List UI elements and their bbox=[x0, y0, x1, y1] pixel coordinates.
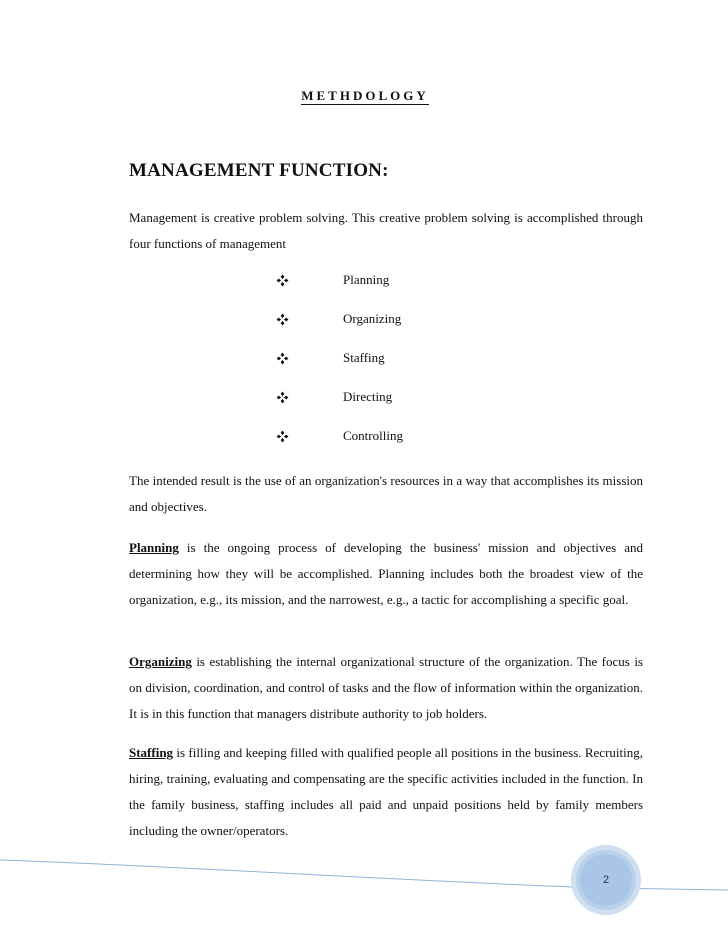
list-item bbox=[0, 352, 728, 391]
diamond-bullet-icon bbox=[276, 430, 289, 443]
page-number: 2 bbox=[602, 874, 610, 886]
function-list bbox=[0, 274, 728, 469]
list-item-label: Directing bbox=[343, 389, 393, 404]
list-item bbox=[0, 430, 728, 469]
diamond-bullet-icon bbox=[276, 274, 289, 287]
list-item bbox=[0, 391, 728, 430]
organizing-term: Organizing bbox=[129, 654, 192, 669]
organizing-text: is establishing the internal organizational structure of the organization. The focus is on division, coordination, and control of tasks and the flow of information within the organization. It is in this function that managers distribute authority to job holders. bbox=[129, 654, 643, 721]
section-title: MANAGEMENT FUNCTION: bbox=[129, 160, 389, 181]
planning-text: is the ongoing process of developing the business' mission and objectives and determining how they will be accomplished. Planning includes both the broadest view of the organization, e.g., its mission, and the narrowest, e.g., a tactic for accomplishing a specific goal. bbox=[129, 540, 643, 607]
page-header bbox=[0, 88, 728, 104]
list-item bbox=[0, 274, 728, 313]
diamond-bullet-icon bbox=[276, 391, 289, 404]
staffing-term: Staffing bbox=[129, 745, 174, 760]
intro-paragraph: Management is creative problem solving. This creative problem solving is accomplished through four functions of management bbox=[129, 210, 643, 251]
planning-paragraph bbox=[129, 535, 643, 613]
diamond-bullet-icon bbox=[276, 352, 289, 365]
staffing-text: is filling and keeping filled with qualified people all positions in the business. Recruiting, hiring, training, evaluating and compensating are the specific activities included in the function. In the family business, staffing includes all paid and unpaid positions held by family members including the owner/operators. bbox=[129, 745, 643, 838]
list-item-label: Organizing bbox=[343, 311, 402, 326]
organizing-paragraph bbox=[129, 649, 643, 727]
list-item-label: Planning bbox=[343, 272, 390, 287]
list-item-label: Staffing bbox=[343, 350, 385, 365]
list-item-label: Controlling bbox=[343, 428, 403, 443]
page-header-title: METHDOLOGY bbox=[301, 88, 429, 103]
staffing-paragraph bbox=[129, 740, 643, 844]
diamond-bullet-icon bbox=[276, 313, 289, 326]
list-item bbox=[0, 313, 728, 352]
planning-term: Planning bbox=[129, 540, 179, 555]
result-paragraph: The intended result is the use of an organization's resources in a way that accomplishes its mission and objectives. bbox=[129, 473, 643, 514]
